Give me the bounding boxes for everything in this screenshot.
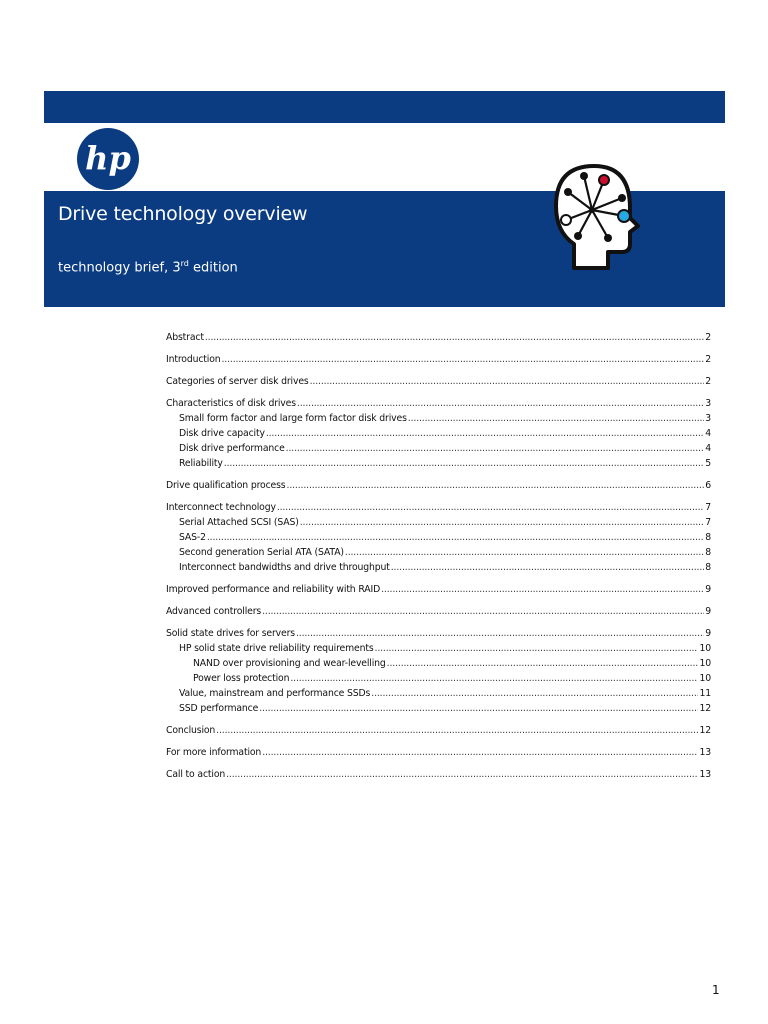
toc-entry-page: 12 [699,725,711,736]
toc-entry-page: 12 [699,703,711,714]
toc-entry-page: 13 [699,747,711,758]
toc-entry[interactable] [166,352,711,367]
toc-dot-leader [290,671,698,686]
toc-dot-leader [345,545,704,560]
toc-dot-leader [207,530,704,545]
toc-entry-page: 9 [705,628,711,639]
toc-dot-leader [266,426,704,441]
toc-entry-label: Improved performance and reliability with RAID [166,584,381,595]
toc-entry-label: Reliability [179,458,223,469]
toc-entry-label: Characteristics of disk drives [166,398,296,409]
toc-entry-page: 6 [705,480,711,491]
toc-entry-label: Advanced controllers [166,606,262,617]
toc-entry[interactable] [166,545,711,560]
toc-dot-leader [371,686,698,701]
toc-entry[interactable] [166,396,711,411]
toc-entry-page: 7 [705,502,711,513]
toc-entry-label: Value, mainstream and performance SSDs [179,688,371,699]
toc-entry-label: For more information [166,747,262,758]
hp-logo-text: hp [85,139,131,177]
toc-entry[interactable] [166,560,711,575]
toc-entry-label: HP solid state drive reliability requirements [179,643,374,654]
toc-dot-leader [310,374,705,389]
toc-entry-label: Conclusion [166,725,216,736]
toc-dot-leader [259,701,698,716]
toc-entry[interactable] [166,671,711,686]
table-of-contents [166,330,711,782]
toc-entry-page: 10 [699,658,711,669]
toc-entry-label: Solid state drives for servers [166,628,295,639]
toc-dot-leader [226,767,698,782]
toc-entry-label: Interconnect technology [166,502,276,513]
toc-dot-leader [408,411,704,426]
toc-entry[interactable] [166,441,711,456]
toc-dot-leader [277,500,704,515]
toc-entry-label: Introduction [166,354,221,365]
toc-entry-page: 9 [705,584,711,595]
toc-dot-leader [296,626,704,641]
toc-entry-label: Disk drive capacity [179,428,265,439]
subtitle-ordinal: rd [180,259,189,268]
toc-entry-label: Abstract [166,332,204,343]
toc-entry-page: 7 [705,517,711,528]
toc-entry-label: Call to action [166,769,226,780]
toc-dot-leader [262,745,698,760]
toc-entry-page: 2 [705,354,711,365]
toc-entry-label: Serial Attached SCSI (SAS) [179,517,299,528]
toc-entry[interactable] [166,456,711,471]
toc-entry-page: 3 [705,413,711,424]
toc-entry-page: 4 [705,428,711,439]
toc-dot-leader [222,352,705,367]
toc-entry[interactable] [166,723,711,738]
toc-entry-page: 11 [699,688,711,699]
toc-entry-label: NAND over provisioning and wear-levelling [193,658,386,669]
toc-entry[interactable] [166,530,711,545]
toc-entry-label: Disk drive performance [179,443,285,454]
toc-entry-label: SAS-2 [179,532,206,543]
toc-dot-leader [286,441,705,456]
hp-logo-icon [76,127,140,191]
toc-dot-leader [375,641,699,656]
toc-dot-leader [205,330,704,345]
toc-dot-leader [262,604,704,619]
toc-entry[interactable] [166,641,711,656]
subtitle-main: technology brief, 3 [58,260,181,276]
toc-entry[interactable] [166,656,711,671]
toc-entry[interactable] [166,330,711,345]
toc-entry[interactable] [166,626,711,641]
toc-dot-leader [387,656,699,671]
toc-entry-page: 3 [705,398,711,409]
toc-dot-leader [287,478,705,493]
toc-entry[interactable] [166,604,711,619]
head-network-icon [550,160,652,280]
toc-entry-label: Drive qualification process [166,480,286,491]
toc-entry[interactable] [166,500,711,515]
toc-entry[interactable] [166,374,711,389]
toc-dot-leader [297,396,704,411]
toc-entry[interactable] [166,515,711,530]
toc-entry-page: 4 [705,443,711,454]
subtitle-end: edition [188,260,238,276]
toc-entry-page: 10 [699,673,711,684]
toc-dot-leader [381,582,704,597]
toc-entry[interactable] [166,701,711,716]
toc-entry-page: 5 [705,458,711,469]
toc-entry-label: Categories of server disk drives [166,376,309,387]
toc-entry-label: Power loss protection [193,673,290,684]
toc-entry[interactable] [166,745,711,760]
toc-entry-label: Interconnect bandwidths and drive throughput [179,562,390,573]
toc-entry[interactable] [166,426,711,441]
toc-entry[interactable] [166,767,711,782]
toc-entry[interactable] [166,478,711,493]
toc-entry-label: Second generation Serial ATA (SATA) [179,547,344,558]
toc-entry[interactable] [166,686,711,701]
document-title: Drive technology overview [58,203,308,225]
toc-dot-leader [391,560,704,575]
toc-entry-label: SSD performance [179,703,259,714]
page-number: 1 [712,983,720,997]
toc-entry-page: 2 [705,332,711,343]
toc-entry-page: 8 [705,547,711,558]
toc-dot-leader [216,723,698,738]
toc-entry[interactable] [166,411,711,426]
toc-entry-page: 2 [705,376,711,387]
toc-entry-page: 13 [699,769,711,780]
toc-entry-label: Small form factor and large form factor disk drives [179,413,407,424]
toc-entry-page: 8 [705,562,711,573]
toc-dot-leader [224,456,704,471]
toc-dot-leader [300,515,705,530]
toc-entry-page: 8 [705,532,711,543]
toc-entry-page: 10 [699,643,711,654]
toc-entry[interactable] [166,582,711,597]
header-top-bar [44,91,725,123]
document-subtitle [58,259,238,275]
toc-entry-page: 9 [705,606,711,617]
